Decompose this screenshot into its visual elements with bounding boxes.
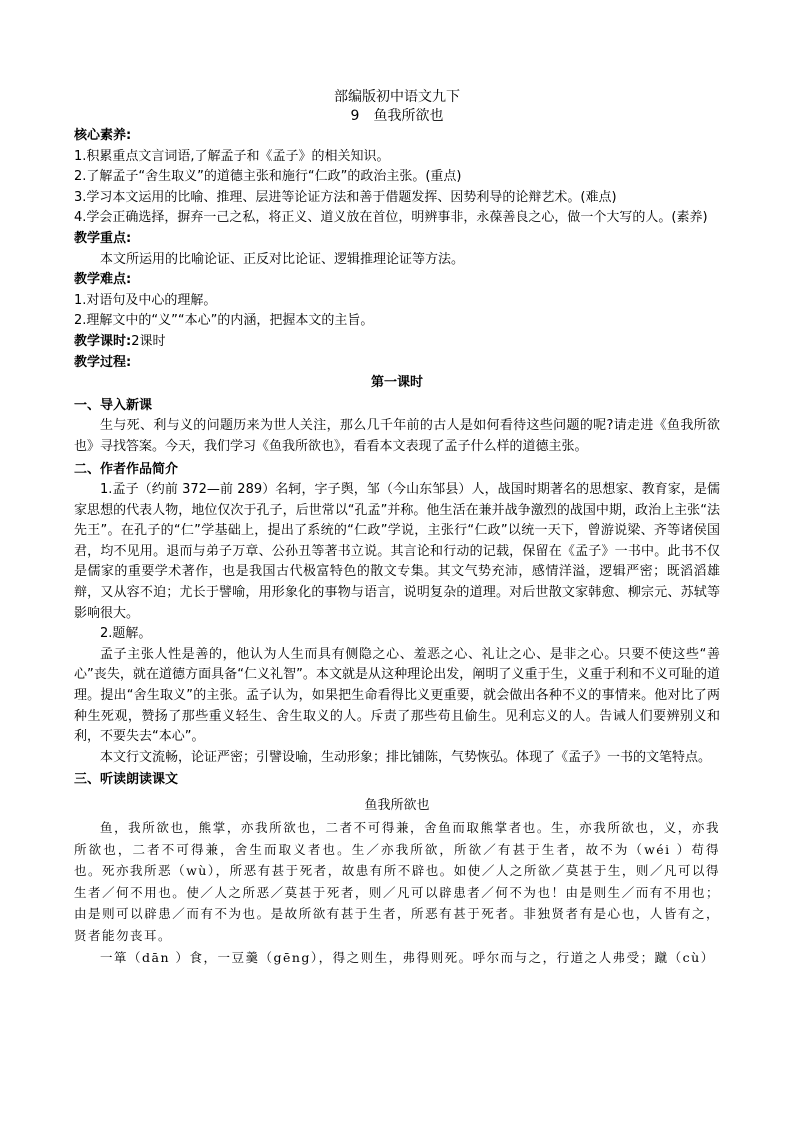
core-item: 1.积累重点文言词语,了解孟子和《孟子》的相关知识。: [74, 148, 390, 164]
lesson-title: 9 鱼我所欲也: [350, 108, 444, 124]
document-page: [74, 88, 720, 968]
section-1-heading: 一、导入新课: [74, 397, 153, 413]
classical-text-paragraph: 鱼，我所欲也，熊掌，亦我所欲也，二者不可得兼，舍鱼而取熊掌者也。生，亦我所欲也，义，亦我所欲也，二者不可得兼，舍生而取义者也。生／亦我所欲，所欲／有甚于生者，故不为（wéi ）苟得也。死亦我所恶（wù），所恶有甚于死者，故患有所不辟也。如使／人之所欲／莫甚于生，则／凡可以得生者／何不用也。使／人之所恶／莫甚于死者，则／凡可以辟患者／何不为也！由是则生／而有不用也；由是则可以辟患／而有不为也。是故所欲有甚于生者，所恶有甚于死者。非独贤者有是心也，人皆有之，贤者能勿丧耳。: [74, 820, 720, 943]
section-1-text: 生与死、利与义的问题历来为世人关注，那么几千年前的古人是如何看待这些问题的呢?请走进《鱼我所欲也》寻找答案。今天，我们学习《鱼我所欲也》，看看本文表现了孟子什么样的道德主张。: [74, 418, 720, 454]
core-heading: 核心素养:: [74, 128, 132, 143]
style-paragraph: 本文行文流畅，论证严密；引譬设喻，生动形象；排比铺陈，气势恢弘。体现了《孟子》一书的文笔特点。: [100, 749, 712, 765]
theme-paragraph: 孟子主张人性是善的，他认为人生而具有侧隐之心、羞恶之心、礼让之心、是非之心。只要不使这些“善心”丧失，就在道德方面具备“仁义礼智”。本文就是从这种理论出发，阐明了义重于生，义重于利和不义可耻的道理。提出“舍生取义”的主张。孟子认为，如果把生命看得比义更重要，就会做出各种不义的事情来。他对比了两种生死观，赞扬了那些重义轻生、舍生取义的人。斥责了那些苟且偷生。见利忘义的人。告诫人们要辨别义和利，不要失去“本心”。: [74, 646, 720, 745]
difficulty-item: 1.对语句及中心的理解。: [74, 292, 217, 308]
difficulty-item: 2.理解文中的“义”“本心”的内涵，把握本文的主旨。: [74, 313, 374, 329]
classical-text-paragraph: 一箪（dān ）食，一豆羹（gēng），得之则生，弗得则死。呼尔而与之，行道之人弗受；蹴（cù）: [100, 949, 715, 965]
classical-text-title: 鱼我所欲也: [364, 798, 430, 813]
hours-value: 2课时: [131, 333, 166, 349]
teaching-hours: [74, 332, 720, 353]
core-item: 3.学习本文运用的比喻、推理、层进等论证方法和善于借题发挥、因势利导的论辩艺术。(难点): [74, 189, 617, 205]
process-heading: 教学过程:: [74, 354, 132, 370]
core-item: 4.学会正确选择，摒弃一己之私，将正义、道义放在首位，明辨事非，永葆善良之心，做一个大写的人。(素养): [74, 210, 708, 226]
lesson-period-title: 第一课时: [370, 375, 423, 391]
hours-heading: 教学课时:: [74, 333, 132, 349]
core-item: 2.了解孟子“舍生取义”的道德主张和施行“仁政”的政治主张。(重点): [74, 169, 462, 185]
key-points-heading: 教学重点:: [74, 230, 132, 246]
section-2-heading: 二、作者作品简介: [74, 461, 179, 477]
author-intro-paragraph: 1.孟子（约前 372—前 289）名轲，字子舆，邹（今山东邹县）人，战国时期著名的思想家、教育家，是儒家思想的代表人物，地位仅次于孔子，后世常以“孔孟”并称。他生活在兼并战争激烈的战国中期，政治上主张“法先王”。在孔子的“仁”学基础上，提出了系统的“仁政”学说，主张行“仁政”以统一天下，曾游说梁、齐等诸侯国君，均不见用。退而与弟子万章、公孙丑等著书立说。其言论和行动的记载，保留在《孟子》一书中。此书不仅是儒家的重要学术著作，也是我国古代极富特色的散文专集。其文气势充沛，感情洋溢，逻辑严密；既滔滔雄辩，又从容不迫；尤长于譬喻，用形象化的事物与语言，说明复杂的道理。对后世散文家韩愈、柳宗元、苏轼等影响很大。: [74, 482, 720, 621]
document-title: 部编版初中语文九下: [334, 89, 460, 105]
difficulties-heading: 教学难点:: [74, 272, 132, 288]
title-explanation-label: 2.题解。: [100, 626, 152, 642]
key-points-text: 本文所运用的比喻论证、正反对比论证、逻辑推理论证等方法。: [100, 251, 465, 267]
section-3-heading: 三、听读朗读课文: [74, 772, 179, 788]
